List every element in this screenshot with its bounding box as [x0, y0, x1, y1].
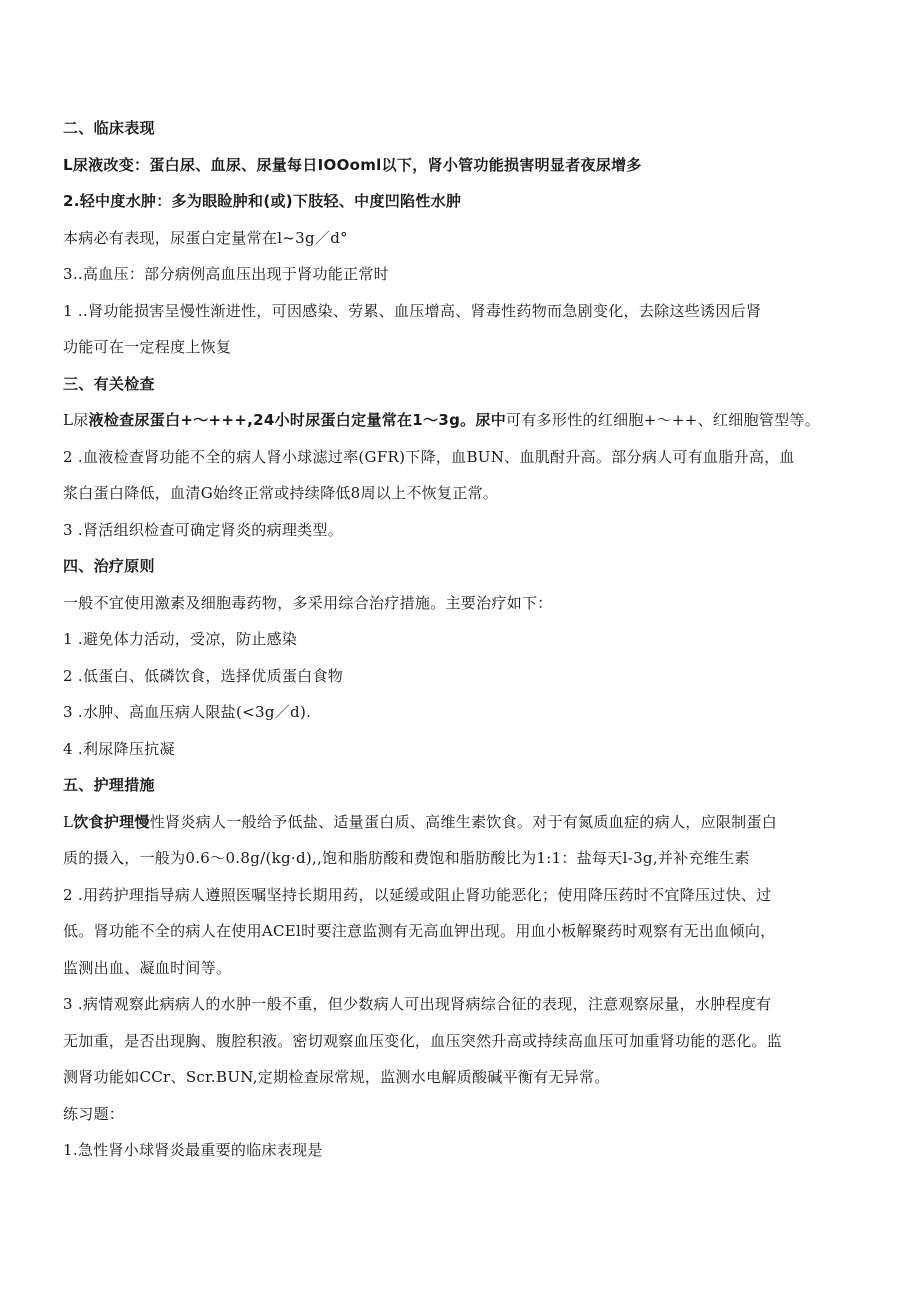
- paragraph-urine-exam: [63, 402, 875, 439]
- paragraph-medication-care: 2 .用药护理指导病人遵照医嘱坚持长期用药，以延缓或阻止肾功能恶化；使用降压药时不宜降压过快、过: [63, 885, 772, 904]
- diet-care-prefix: L: [63, 812, 74, 831]
- section-heading-exams: 三、有关检查: [63, 374, 155, 393]
- list-item-treatment-2: 2 .低蛋白、低磷饮食，选择优质蛋白食物: [63, 666, 344, 685]
- section-heading-treatment: 四、治疗原则: [63, 557, 155, 575]
- paragraph-renal-damage: 1 ..肾功能损害呈慢性渐进性，可因感染、劳累、血压增高、肾毒性药物而急剧变化，去除这些诱因后肾: [63, 301, 762, 320]
- paragraph-treatment-intro: 一般不宜使用激素及细胞毒药物，多采用综合治疗措施。主要治疗如下：: [63, 593, 553, 612]
- list-item-treatment-3: 3 .水肿、高血压病人限盐(<3g／d).: [63, 703, 312, 721]
- paragraph-urine-change: L尿液改变：蛋白尿、血尿、尿量每日IOOoml以下，肾小管功能损害明显者夜尿增多: [63, 155, 642, 174]
- paragraph-medication-care-end: 监测出血、凝血时间等。: [63, 958, 232, 977]
- document-page: [63, 110, 875, 1169]
- paragraph-observation-cont: 无加重，是否出现胸、腹腔积液。密切观察血压变化，血压突然升高或持续高血压可加重肾功能的恶化。监: [63, 1031, 783, 1050]
- paragraph-medication-care-cont: 低。肾功能不全的病人在使用ACEl时要注意监测有无高血钾出现。用血小板解聚药时观察有无出血倾向，: [63, 922, 776, 940]
- paragraph-biopsy: 3 .肾活组织检查可确定肾炎的病理类型。: [63, 520, 344, 539]
- paragraph-blood-exam: 2 .血液检查肾功能不全的病人肾小球滤过率(GFR)下降，血BUN、血肌酎升高。部分病人可有血脂升高，血: [63, 447, 795, 466]
- section-heading-clinical: 二、临床表现: [63, 119, 155, 137]
- diet-care-bold: 饮食护理慢: [73, 812, 150, 831]
- exercise-question-1: 1.急性肾小球肾炎最重要的临床表现是: [63, 1141, 323, 1159]
- urine-exam-bold: 液检查尿蛋白+～+++,24小时尿蛋白定量常在1～3g。尿中: [88, 411, 507, 429]
- paragraph-renal-damage-cont: 功能可在一定程度上恢复: [63, 338, 232, 356]
- paragraph-diet-care-cont: 质的摄入，一般为0.6～0.8g/(kg·d),,饱和脂肪酸和费饱和脂肪酸比为1:1：盐每天l-3g,并补充维生素: [63, 849, 750, 867]
- exercise-heading: 练习题：: [63, 1104, 125, 1123]
- paragraph-diet-care: [63, 804, 875, 841]
- paragraph-blood-exam-cont: 浆白蛋白降低，血清G始终正常或持续降低8周以上不恢复正常。: [63, 484, 499, 502]
- paragraph-hypertension: 3..高血压：部分病例高血压出现于肾功能正常时: [63, 265, 389, 283]
- paragraph-edema: 2.轻中度水肿：多为眼睑肿和(或)下肢轻、中度凹陷性水肿: [63, 192, 462, 210]
- urine-exam-prefix: L尿: [63, 411, 89, 429]
- paragraph-proteinuria: 本病必有表现，尿蛋白定量常在l~3g／d°: [63, 228, 348, 247]
- list-item-treatment-1: 1 .避免体力活动，受凉，防止感染: [63, 630, 298, 648]
- section-heading-nursing: 五、护理措施: [63, 776, 155, 794]
- paragraph-observation-end: 测肾功能如CCr、Scr.BUN,定期检查尿常规，监测水电解质酸碱平衡有无异常。: [63, 1068, 610, 1086]
- diet-care-rest: 性肾炎病人一般给予低盐、适量蛋白质、高维生素饮食。对于有氮质血症的病人，应限制蛋白: [149, 812, 778, 831]
- paragraph-observation: 3 .病情观察此病病人的水肿一般不重，但少数病人可出现肾病综合征的表现，注意观察尿量，水肿程度有: [63, 995, 772, 1013]
- urine-exam-rest: 可有多形性的红细胞+～++、红细胞管型等。: [506, 411, 821, 429]
- list-item-treatment-4: 4 .利尿降压抗凝: [63, 739, 175, 758]
